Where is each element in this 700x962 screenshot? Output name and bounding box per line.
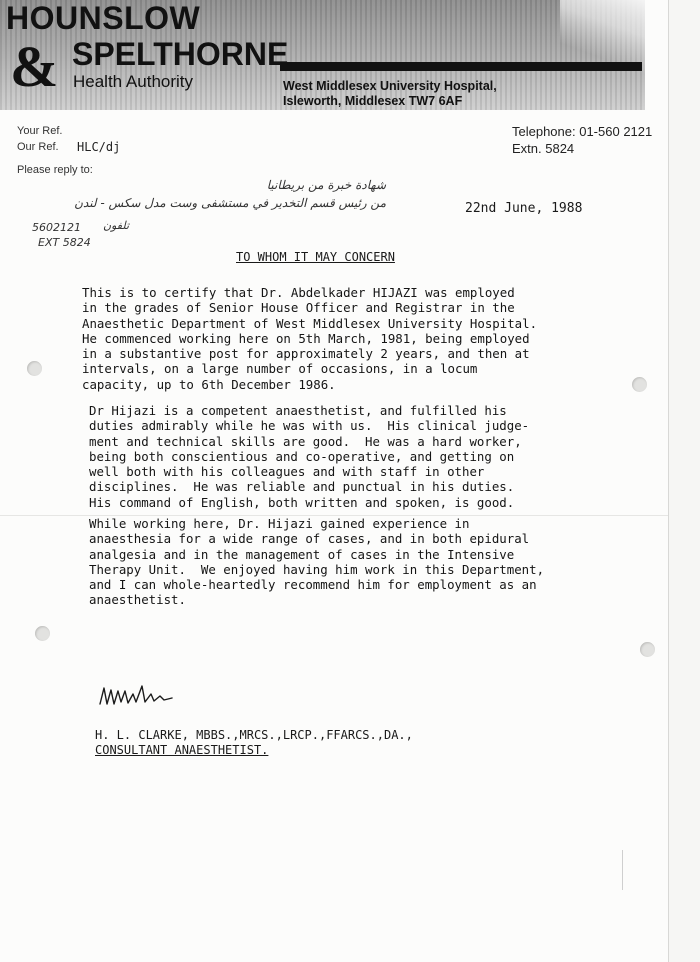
handwritten-phone-number: 5602121 xyxy=(32,221,81,234)
punch-hole-right-top xyxy=(632,377,647,392)
handwritten-phone-label: تلفون xyxy=(103,219,130,232)
org-name-line2: SPELTHORNE xyxy=(72,36,289,72)
paragraph-1: This is to certify that Dr. Abdelkader HIJAZI was employed in the grades of Senior House Officer and Registrar in the Anaesthetic Department of West Middlesex University Hospital. He commenced working here on 5th March, 1981, being employed in a substantive post for approximately 2 years, and then at intervals, on a large number of occasions, in a locum capacity, up to 6th December 1986. xyxy=(82,285,538,392)
letter-subject: TO WHOM IT MAY CONCERN xyxy=(236,250,395,264)
extension: Extn. 5824 xyxy=(512,141,575,156)
handwritten-arabic-line1: شهادة خبرة من بريطانيا xyxy=(266,178,386,192)
your-ref-label: Your Ref. xyxy=(17,125,63,137)
signer-title: CONSULTANT ANAESTHETIST. xyxy=(95,743,269,757)
org-name-line3: Health Authority xyxy=(73,72,194,91)
paragraph-3: While working here, Dr. Hijazi gained experience in anaesthesia for a wide range of cases, and in both epidural analgesia and in the management of cases in the Intensive Therapy Unit. We enjoyed having him work in this Department, and I can whole-heartedly recommend him for employment as an anaesthetist. xyxy=(89,516,545,608)
letterhead xyxy=(0,0,645,110)
our-ref-label: Our Ref. xyxy=(17,141,59,153)
hospital-address-line2: Isleworth, Middlesex TW7 6AF xyxy=(283,94,463,108)
handwritten-arabic-line2: من رئيس قسم التخدير في مستشفى وست مدل سكس - لندن xyxy=(74,196,386,210)
letterhead-bar xyxy=(280,62,642,71)
org-ampersand-logo: & xyxy=(10,34,59,99)
punch-hole-right-bottom xyxy=(640,642,655,657)
handwritten-extension: EXT 5824 xyxy=(38,236,91,249)
telephone: Telephone: 01-560 2121 xyxy=(512,124,653,139)
paragraph-2: Dr Hijazi is a competent anaesthetist, and fulfilled his duties admirably while he was with us. His clinical judge- ment and technical skills are good. He was a hard worker, being both conscientious and co-operative, and getting on well both with his colleagues and with staff in other disciplines. He was reliable and punctual in his duties. His command of English, both written and spoken, is good. xyxy=(89,403,530,510)
letter-date: 22nd June, 1988 xyxy=(465,201,583,216)
reply-to-label: Please reply to: xyxy=(17,164,93,176)
signature-mark xyxy=(98,682,190,710)
punch-hole-top xyxy=(27,361,42,376)
org-name-line1: HOUNSLOW xyxy=(6,0,201,36)
our-ref-value: HLC/dj xyxy=(77,140,121,154)
hospital-address-line1: West Middlesex University Hospital, xyxy=(283,79,497,93)
margin-mark xyxy=(622,850,623,890)
signer-name: H. L. CLARKE, MBBS.,MRCS.,LRCP.,FFARCS.,DA., xyxy=(95,728,413,742)
punch-hole-bottom xyxy=(35,626,50,641)
